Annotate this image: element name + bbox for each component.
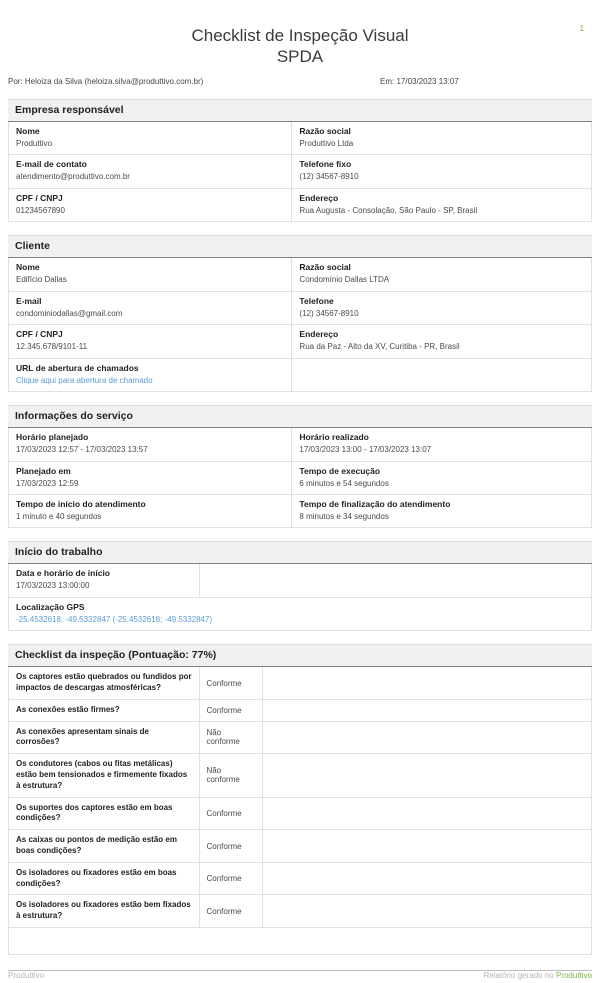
- field-company-cnpj: [9, 189, 292, 221]
- table-row: [9, 428, 591, 461]
- field-label: URL de abertura de chamados: [16, 362, 139, 373]
- field-planned-time: [9, 428, 292, 460]
- field-label: CPF / CNPJ: [16, 329, 63, 340]
- field-value: 17/03/2023 13:00:00: [16, 581, 90, 591]
- checklist-question: Os suportes dos captores estão em boas condições?: [9, 798, 200, 830]
- checklist-answer: Conforme: [200, 863, 262, 895]
- checklist-row: [9, 830, 591, 863]
- section-checklist: [8, 644, 592, 955]
- footer-note-text: Relatório gerado no: [483, 971, 556, 980]
- field-value: Rua da Paz - Alto da XV, Curitiba - PR, Brasil: [299, 342, 460, 352]
- field-label: Endereço: [299, 192, 339, 203]
- field-client-cnpj: [9, 325, 292, 357]
- field-ticket-url: [9, 359, 292, 391]
- field-client-address: [292, 325, 591, 357]
- table-row: [9, 359, 591, 392]
- checklist-answer: Conforme: [200, 895, 262, 927]
- empty-cell: [263, 830, 591, 862]
- field-value: 01234567890: [16, 205, 65, 215]
- field-start-delay: [9, 495, 292, 527]
- table-row: [9, 495, 591, 528]
- field-label: E-mail: [16, 295, 42, 306]
- empty-cell: [263, 700, 591, 721]
- checklist-question: Os condutores (cabos ou fitas metálicas) estão bem tensionados e firmemente fixados à estrutura?: [9, 754, 200, 796]
- section-company: [8, 99, 592, 222]
- field-value: Produttivo Ltda: [299, 139, 354, 149]
- field-company-address: [292, 189, 591, 221]
- service-table: [8, 428, 592, 528]
- field-label: Nome: [16, 126, 40, 136]
- field-value: 8 minutos e 34 segundos: [299, 511, 389, 521]
- checklist-question: As conexões apresentam sinais de corrosões?: [9, 722, 200, 754]
- checklist-row: [9, 722, 591, 755]
- field-client-email: [9, 292, 292, 324]
- client-table: [8, 258, 592, 392]
- field-value: Condomínio Dallas LTDA: [299, 275, 390, 285]
- checklist-question: Os isoladores ou fixadores estão em boas condições?: [9, 863, 200, 895]
- author-line: Por: Heloiza da Silva (heloiza.silva@produttivo.com.br): [8, 77, 204, 86]
- checklist-question: Os captores estão quebrados ou fundidos por impactos de descargas atmosféricas?: [9, 667, 200, 699]
- field-value: 17/03/2023 12:57 - 17/03/2023 13:57: [16, 445, 148, 455]
- checklist-table: [8, 667, 592, 955]
- field-value: 1 minuto e 40 segundos: [16, 511, 102, 521]
- field-gps-location: [9, 598, 591, 630]
- section-header: Checklist da inspeção (Pontuação: 77%): [8, 644, 592, 667]
- checklist-row: [9, 667, 591, 700]
- field-client-phone: [292, 292, 591, 324]
- section-work-start: [8, 541, 592, 631]
- section-header: Cliente: [8, 235, 592, 258]
- section-client: [8, 235, 592, 392]
- field-label: Telefone fixo: [299, 159, 352, 170]
- field-label: Razão social: [299, 262, 351, 273]
- field-client-legal-name: [292, 258, 591, 290]
- page-footer: [8, 971, 592, 983]
- report-title-block: [8, 25, 592, 67]
- checklist-answer: Conforme: [200, 700, 262, 721]
- field-finish-delay: [292, 495, 591, 527]
- field-label: Data e horário de início: [16, 568, 110, 579]
- checklist-row: [9, 700, 591, 722]
- checklist-row: [9, 798, 591, 831]
- field-company-email: [9, 155, 292, 187]
- checklist-empty-row: [9, 928, 591, 955]
- table-row: [9, 292, 591, 325]
- field-label: Localização GPS: [16, 601, 85, 612]
- checklist-answer: Não conforme: [200, 754, 262, 796]
- field-label: Telefone: [299, 295, 334, 306]
- table-row: [9, 189, 591, 222]
- field-company-phone: [292, 155, 591, 187]
- table-row: [9, 155, 591, 188]
- field-value: (12) 34567-8910: [299, 308, 359, 318]
- empty-cell: [263, 722, 591, 754]
- empty-cell: [9, 928, 591, 954]
- work-start-table: [8, 564, 592, 631]
- checklist-question: Os isoladores ou fixadores estão bem fixados à estrutura?: [9, 895, 200, 927]
- field-value: 17/03/2023 13:00 - 17/03/2023 13:07: [299, 445, 432, 455]
- checklist-row: [9, 895, 591, 928]
- field-label: Tempo de execução: [299, 465, 381, 476]
- footer-brand-left: Produttivo: [8, 971, 45, 980]
- empty-cell: [263, 863, 591, 895]
- checklist-answer: Não conforme: [200, 722, 262, 754]
- field-value: (12) 34567-8910: [299, 172, 359, 182]
- field-label: E-mail de contato: [16, 159, 87, 170]
- field-label: Endereço: [299, 329, 339, 340]
- footer-note: [483, 971, 592, 980]
- empty-cell: [263, 667, 591, 699]
- section-header: Informações do serviço: [8, 405, 592, 428]
- empty-cell: [263, 754, 591, 796]
- table-row: [9, 598, 591, 631]
- checklist-question: As conexões estão firmes?: [9, 700, 200, 721]
- field-label: Planejado em: [16, 465, 71, 476]
- field-value: Produttivo: [16, 139, 53, 149]
- field-label: Tempo de início do atendimento: [16, 498, 146, 509]
- field-value: atendimento@produttivo.com.br: [16, 172, 130, 182]
- field-label: Razão social: [299, 126, 351, 136]
- checklist-answer: Conforme: [200, 798, 262, 830]
- empty-cell: [263, 798, 591, 830]
- checklist-answer: Conforme: [200, 667, 262, 699]
- page-number: 1: [579, 24, 584, 33]
- field-label: Nome: [16, 262, 40, 273]
- checklist-row: [9, 863, 591, 896]
- field-value: Edifício Dallas: [16, 275, 67, 285]
- field-client-name: [9, 258, 292, 290]
- page-subtitle: SPDA: [276, 47, 324, 66]
- open-ticket-link[interactable]: Clique aqui para abertura de chamado: [16, 375, 153, 385]
- table-row: [9, 462, 591, 495]
- table-row: [9, 122, 591, 155]
- section-header: Empresa responsável: [8, 99, 592, 122]
- field-start-datetime: [9, 564, 200, 596]
- footer-brand-link[interactable]: Produttivo: [555, 971, 592, 980]
- field-execution-time: [292, 462, 591, 494]
- table-row: [9, 564, 591, 597]
- empty-cell: [263, 895, 591, 927]
- section-header: Início do trabalho: [8, 541, 592, 564]
- field-value: Rua Augusta - Consolação, São Paulo - SP, Brasil: [299, 205, 478, 215]
- field-label: Horário planejado: [16, 432, 89, 443]
- byline: [8, 77, 592, 86]
- field-value: 6 minutos e 54 segundos: [299, 478, 389, 488]
- field-value: 17/03/2023 12:59: [16, 478, 79, 488]
- empty-cell: [292, 359, 591, 391]
- field-planned-at: [9, 462, 292, 494]
- field-performed-time: [292, 428, 591, 460]
- field-company-legal-name: [292, 122, 591, 154]
- checklist-question: As caixas ou pontos de medição estão em boas condições?: [9, 830, 200, 862]
- field-value: 12.345.678/9101-11: [16, 342, 88, 352]
- page-title: Checklist de Inspeção Visual: [191, 26, 409, 45]
- section-service-info: [8, 405, 592, 528]
- field-label: Tempo de finalização do atendimento: [299, 498, 451, 509]
- date-line: Em: 17/03/2023 13:07: [380, 77, 459, 86]
- field-company-name: [9, 122, 292, 154]
- table-row: [9, 325, 591, 358]
- checklist-row: [9, 754, 591, 797]
- checklist-answer: Conforme: [200, 830, 262, 862]
- field-label: Horário realizado: [299, 432, 369, 443]
- field-value: condominiodallas@gmail.com: [16, 308, 123, 318]
- table-row: [9, 258, 591, 291]
- gps-location-link[interactable]: -25.4532618, -49.5332847 (-25.4532618; -49.5332847): [16, 614, 213, 624]
- company-table: [8, 122, 592, 222]
- field-label: CPF / CNPJ: [16, 192, 63, 203]
